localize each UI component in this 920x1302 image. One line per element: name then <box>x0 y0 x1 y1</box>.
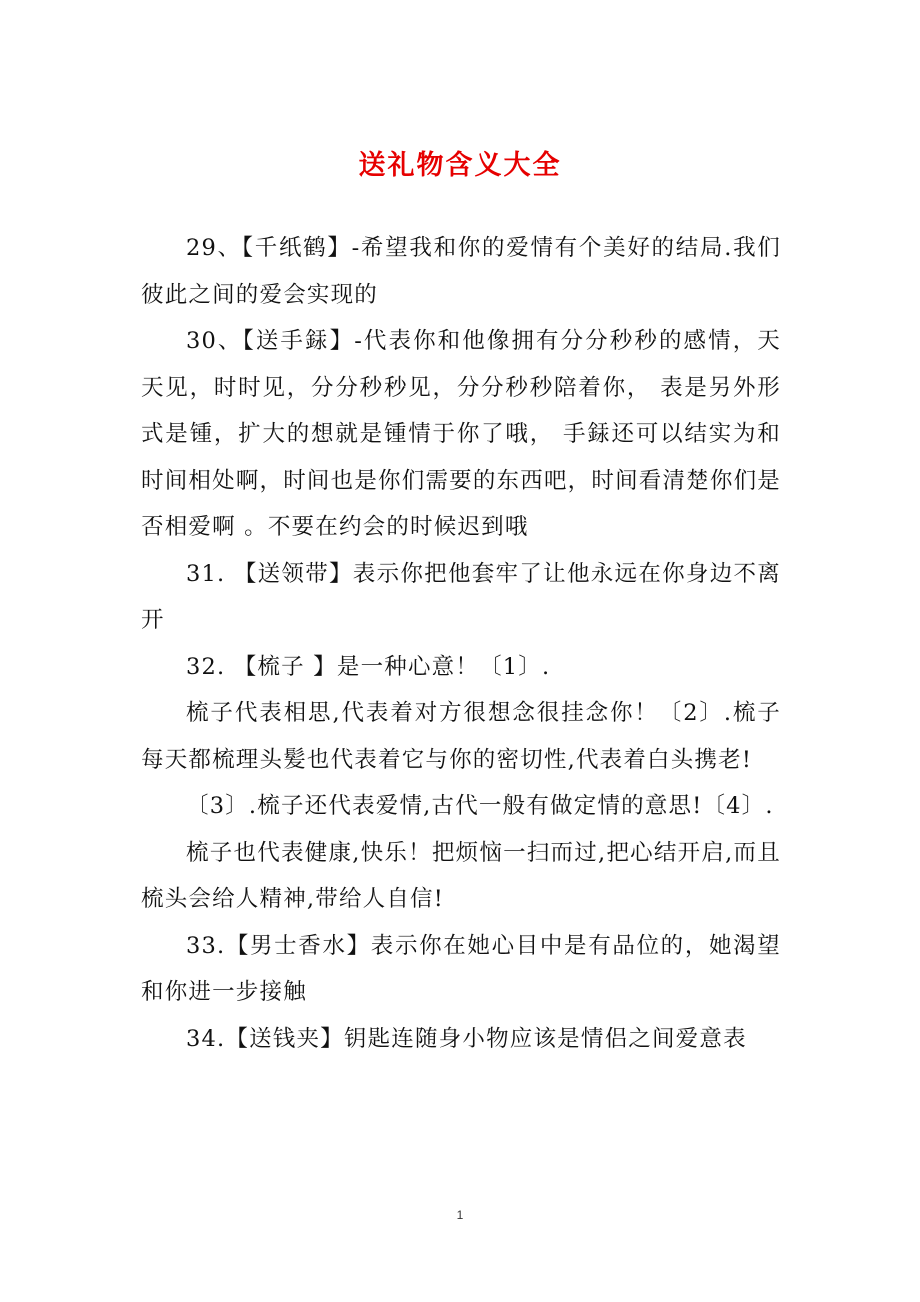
document-body <box>141 225 781 1062</box>
document-title: 送礼物含义大全 <box>358 150 562 181</box>
paragraph-32: 32. 【梳子 】是一种心意！〔1〕. <box>186 653 551 680</box>
paragraph-comb-3: 梳子也代表健康,快乐！把烦恼一扫而过,把心结开启,而且梳头会给人精神,带给人自信! <box>141 839 781 912</box>
paragraph-31: 31. 【送领带】表示你把他套牢了让他永远在你身边不离开 <box>141 560 781 633</box>
paragraph-29: 29、【千纸鹤】-希望我和你的爱情有个美好的结局.我们彼此之间的爱会实现的 <box>141 235 781 308</box>
paragraph-comb-2: 〔3〕.梳子还代表爱情,古代一般有做定情的意思!〔4〕. <box>186 793 774 819</box>
paragraph-comb-1: 梳子代表相思,代表着对方很想念很挂念你！〔2〕.梳子每天都梳理头髪也代表着它与你的密切性,代表着白头携老! <box>141 700 781 773</box>
paragraph-34: 34.【送钱夹】钥匙连随身小物应该是情侣之间爱意表 <box>186 1025 747 1052</box>
paragraph-30: 30、【送手銾】-代表你和他像拥有分分秒秒的感情，天天见，时时见，分分秒秒见，分分秒秒陪着你， 表是另外形式是锺，扩大的想就是锺情于你了哦， 手銾还可以结实为和时间相处啊，时间也是你们需要的东西吧，时间看清楚你们是否相爱啊 。不要在约会的时候迟到哦 <box>141 328 781 540</box>
page-number: 1 <box>456 1208 464 1222</box>
paragraph-33: 33.【男士香水】表示你在她心目中是有品位的，她渴望和你进一步接触 <box>141 932 781 1005</box>
